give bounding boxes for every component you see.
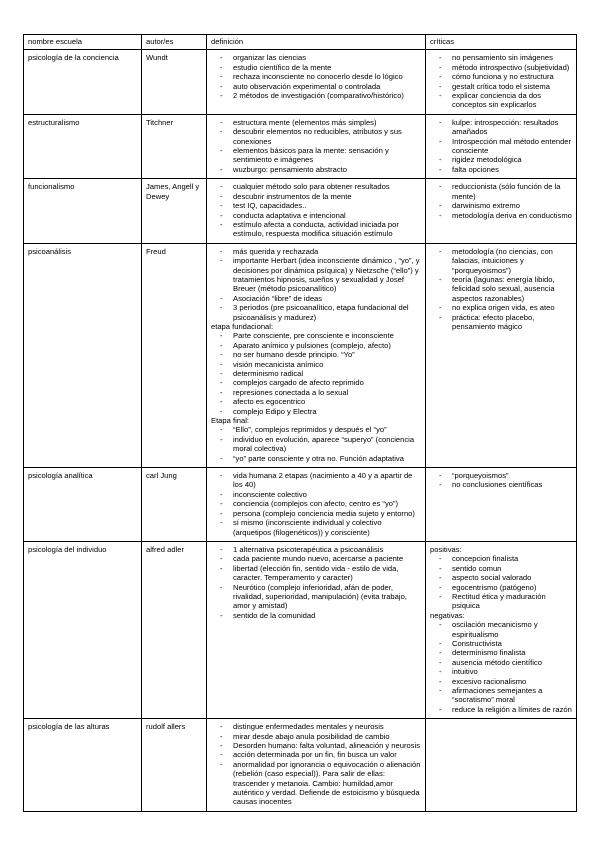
bullet-item: - anormalidad por ignorancia o equivocación o alienación (rebelión (caso especial)). Para salir de ellas: trascender y metanoia. Cambio: humildad,amor auténtico y verdad. Defiende de estoicismo y búsqueda causas inocentes	[211, 760, 421, 807]
bullet-item: - intuitivo	[430, 667, 572, 676]
table-row	[24, 719, 577, 812]
bullet-item: - afecto es egocentrico	[211, 397, 421, 406]
bullet-item: - acción determinada por un fin, fin busca un valor	[211, 750, 421, 759]
bullet-item: - wuzburgo: pensamiento abstracto	[211, 165, 421, 174]
group-label: positivas:	[430, 544, 462, 554]
bullet-item: - cualquier método solo para obtener resultados	[211, 182, 421, 191]
bullet-item: - Asociación “libre” de ideas	[211, 294, 421, 303]
bullet-item: - afirmaciones semejantes a “socratismo” moral	[430, 686, 572, 705]
bullet-group	[211, 118, 421, 174]
bullet-item: - estímulo afecta a conducta, actividad iniciada por estímulo, respuesta modifica situación estímulo	[211, 220, 421, 239]
definition-cell	[207, 114, 426, 178]
bullet-item: - visión mecanicista anímico	[211, 360, 421, 369]
bullet-item: - kulpe: introspección: resultados amañados	[430, 118, 572, 137]
bullet-item: - estructura mente (elementos más simples)	[211, 118, 421, 127]
bullet-item: - no conclusiones científicas	[430, 480, 572, 489]
bullet-group	[211, 471, 421, 537]
bullet-group	[211, 322, 421, 416]
bullet-item: - auto observación experimental o controlada	[211, 82, 421, 91]
bullet-item: - reduce la religión a límites de razón	[430, 705, 572, 714]
header-cell-definicion: definición	[207, 35, 426, 50]
bullet-item: - reduccionista (sólo función de la mente)	[430, 182, 572, 201]
bullet-group	[430, 118, 572, 174]
bullet-list	[430, 471, 572, 490]
bullet-item: - distingue enfermedades mentales y neurosis	[211, 722, 421, 731]
bullet-item: - metodología (no ciencias, con falacias, intuiciones y “porqueyoismos”)	[430, 247, 572, 275]
bullet-item: - Introspección mal método entender consciente	[430, 137, 572, 156]
definition-cell	[207, 468, 426, 542]
table-row	[24, 50, 577, 114]
author-cell: carl Jung	[142, 468, 207, 542]
bullet-item: - Desorden humano: falta voluntad, alineación y neurosis	[211, 741, 421, 750]
bullet-item: - 3 periodos (pre psicoanalítico, etapa fundacional del psicoanálisis y madurez)	[211, 303, 421, 322]
criticism-cell	[426, 719, 577, 812]
bullet-item: - práctica: efecto placebo, pensamiento mágico	[430, 313, 572, 332]
criticism-cell	[426, 468, 577, 542]
bullet-item: - Rectitud ética y maduración psiquica	[430, 592, 572, 611]
definition-cell	[207, 541, 426, 718]
bullet-list	[430, 53, 572, 109]
bullet-item: - descubrir elementos no reducibles, atributos y sus conexiones	[211, 127, 421, 146]
bullet-item: - concepcion finalista	[430, 554, 572, 563]
bullet-item: - “porqueyoismos”	[430, 471, 572, 480]
criticism-cell	[426, 243, 577, 467]
bullet-group	[430, 182, 572, 220]
bullet-item: - sentido comun	[430, 564, 572, 573]
criticism-cell	[426, 50, 577, 114]
bullet-group	[211, 53, 421, 100]
bullet-item: - 2 métodos de investigación (comparativo/histórico)	[211, 91, 421, 100]
table-body	[24, 35, 577, 812]
group-label: Etapa final:	[211, 416, 249, 426]
bullet-item: - oscilación mecanicismo y espiritualismo	[430, 620, 572, 639]
bullet-item: - ausencia método científico	[430, 658, 572, 667]
bullet-item: - complejos cargado de afecto reprimido	[211, 378, 421, 387]
bullet-item: - Neurótico (complejo inferioridad, afán de poder, rivalidad, superioridad, manipulación) (evita trabajo, amor y amistad)	[211, 583, 421, 611]
bullet-item: - falta opciones	[430, 165, 572, 174]
bullet-item: - importante Herbart (idea inconsciente dinámico , “yo”, y decisiones por dinámica psíquica) y Nietzsche (“ello”) y tratamientos hipnosis, sueños y sexualidad y Josef Breuer (método psicoanalítico)	[211, 256, 421, 294]
bullet-item: - más querida y rechazada	[211, 247, 421, 256]
bullet-group	[430, 471, 572, 490]
bullet-item: - elementos básicos para la mente: sensación y sentimiento e imágenes	[211, 146, 421, 165]
bullet-list	[211, 331, 421, 416]
school-name-cell: psicoanálisis	[24, 243, 142, 467]
author-cell: James, Angell y Dewey	[142, 179, 207, 243]
bullet-item: - persona (complejo conciencia media sujeto y entorno)	[211, 509, 421, 518]
bullet-item: - conducta adaptativa e intencional	[211, 211, 421, 220]
bullet-item: - “Ello”, complejos reprimidos y después el “yo”	[211, 425, 421, 434]
bullet-item: - darwinismo extremo	[430, 201, 572, 210]
header-row	[24, 35, 577, 50]
bullet-item: - estudio científico de la mente	[211, 63, 421, 72]
bullet-item: - 1 alternativa psicoterapéutica a psicoanálisis	[211, 545, 421, 554]
bullet-item: - cómo funciona y no estructura	[430, 72, 572, 81]
bullet-item: - no ser humano desde principio. “Yo”	[211, 350, 421, 359]
bullet-group	[211, 182, 421, 238]
bullet-item: - Aparato anímico y pulsiones (complejo, afecto)	[211, 341, 421, 350]
bullet-item: - vida humana 2 etapas (nacimiento a 40 y a apartir de los 40)	[211, 471, 421, 490]
bullet-group	[430, 611, 572, 714]
bullet-item: - gestalt crítica todo el sistema	[430, 82, 572, 91]
bullet-item: - determinismo radical	[211, 369, 421, 378]
author-cell: Freud	[142, 243, 207, 467]
bullet-item: - “yo” parte consciente y otra no. Función adaptativa	[211, 454, 421, 463]
bullet-item: - excesivo racionalismo	[430, 677, 572, 686]
bullet-item: - descubrir instrumentos de la mente	[211, 192, 421, 201]
author-cell: alfred adler	[142, 541, 207, 718]
bullet-list	[430, 620, 572, 714]
bullet-list	[211, 471, 421, 537]
definition-cell	[207, 50, 426, 114]
author-cell: Titchner	[142, 114, 207, 178]
bullet-item: - sí mismo (inconsciente individual y colectivo (arquetipos (filogenéticos)) y consciente)	[211, 518, 421, 537]
bullet-list	[211, 118, 421, 174]
bullet-item: - represiones conectada a lo sexual	[211, 388, 421, 397]
bullet-list	[211, 247, 421, 322]
bullet-list	[211, 545, 421, 620]
bullet-item: - aspecto social valorado	[430, 573, 572, 582]
criticism-cell	[426, 541, 577, 718]
table-row	[24, 243, 577, 467]
definition-cell	[207, 179, 426, 243]
bullet-item: - rechaza inconsciente no conocerlo desde lo lógico	[211, 72, 421, 81]
bullet-item: - Parte consciente, pre consciente e inconsciente	[211, 331, 421, 340]
bullet-group	[211, 722, 421, 807]
bullet-item: - teoría (lagunas: energía libido, felicidad solo sexual, ausencia aspectos razonables)	[430, 275, 572, 303]
bullet-list	[211, 53, 421, 100]
school-name-cell: funcionalismo	[24, 179, 142, 243]
bullet-item: - mirar desde abajo anula posibilidad de cambio	[211, 732, 421, 741]
bullet-item: - método introspectivo (subjetividad)	[430, 63, 572, 72]
author-cell: Wundt	[142, 50, 207, 114]
group-label: negativas:	[430, 610, 465, 620]
bullet-item: - cada paciente mundo nuevo, acercarse a paciente	[211, 554, 421, 563]
bullet-group	[430, 53, 572, 109]
table-row	[24, 468, 577, 542]
header-cell-escuela: nombre escuela	[24, 35, 142, 50]
table-row	[24, 114, 577, 178]
bullet-item: - libertad (elección fin, sentido vida - estilo de vida, caracter. Temperamento y caracter)	[211, 564, 421, 583]
criticism-cell	[426, 114, 577, 178]
bullet-group	[211, 545, 421, 620]
definition-cell	[207, 243, 426, 467]
bullet-item: - complejo Edipo y Electra	[211, 407, 421, 416]
bullet-list	[430, 247, 572, 332]
bullet-group	[211, 247, 421, 322]
bullet-list	[430, 554, 572, 610]
school-name-cell: psicología del individuo	[24, 541, 142, 718]
bullet-group	[211, 416, 421, 463]
bullet-item: - inconsciente colectivo	[211, 490, 421, 499]
bullet-item: - test IQ, capacidades..	[211, 201, 421, 210]
bullet-item: - egocentrismo (patógeno)	[430, 583, 572, 592]
school-name-cell: estructuralismo	[24, 114, 142, 178]
criticism-cell	[426, 179, 577, 243]
table-row	[24, 179, 577, 243]
bullet-item: - Constructivista	[430, 639, 572, 648]
bullet-item: - explicar conciencia da dos conceptos sin explicarlos	[430, 91, 572, 110]
bullet-item: - no pensamiento sin imágenes	[430, 53, 572, 62]
bullet-item: - rigidez metodológica	[430, 155, 572, 164]
bullet-list	[430, 182, 572, 220]
definition-cell	[207, 719, 426, 812]
bullet-item: - organizar las ciencias	[211, 53, 421, 62]
bullet-list	[211, 425, 421, 463]
bullet-item: - metodología deriva en conductismo	[430, 211, 572, 220]
bullet-item: - sentido de la comunidad	[211, 611, 421, 620]
bullet-list	[430, 118, 572, 174]
school-name-cell: psicología de la conciencia	[24, 50, 142, 114]
author-cell: rudolf allers	[142, 719, 207, 812]
bullet-group	[430, 545, 572, 611]
header-cell-criticas: críticas	[426, 35, 577, 50]
bullet-item: - determinismo finalista	[430, 648, 572, 657]
bullet-item: - individuo en evolución, aparece “superyo” (conciencia moral colectiva)	[211, 435, 421, 454]
bullet-list	[211, 722, 421, 807]
group-label: etapa fundacional:	[211, 321, 274, 331]
school-name-cell: psicología analítica	[24, 468, 142, 542]
bullet-item: - conciencia (complejos con afecto, centro es “yo”)	[211, 499, 421, 508]
header-cell-autor: autor/es	[142, 35, 207, 50]
bullet-item: - no explica origen vida, es ateo	[430, 303, 572, 312]
school-name-cell: psicología de las alturas	[24, 719, 142, 812]
schools-table	[23, 34, 577, 812]
bullet-group	[430, 247, 572, 332]
bullet-list	[211, 182, 421, 238]
table-row	[24, 541, 577, 718]
